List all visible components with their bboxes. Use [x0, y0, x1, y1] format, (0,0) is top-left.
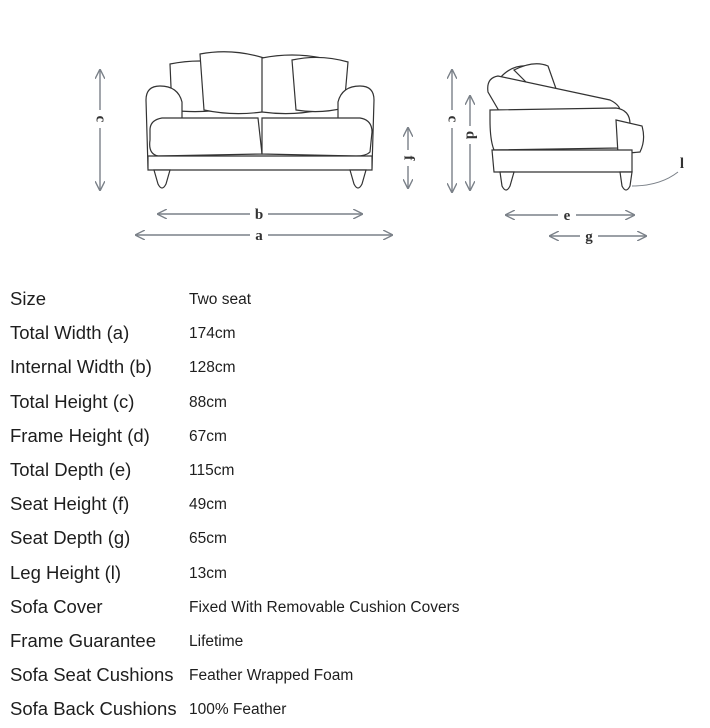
spec-value: 13cm — [189, 564, 227, 582]
spec-label: Sofa Seat Cushions — [10, 664, 174, 686]
spec-label: Seat Height (f) — [10, 493, 130, 515]
spec-row-seat-cushions — [10, 660, 700, 694]
dim-label-c-front: c — [92, 115, 109, 123]
dim-label-e: e — [563, 208, 571, 224]
spec-value: 115cm — [189, 461, 235, 479]
spec-value: Feather Wrapped Foam — [189, 667, 354, 685]
dim-label-l: l — [679, 156, 685, 172]
spec-label: Total Width (a) — [10, 322, 130, 344]
spec-row-sofa-cover — [10, 592, 700, 626]
spec-row-size — [10, 284, 700, 318]
spec-value: 100% Feather — [189, 701, 287, 719]
spec-row-total-width — [10, 318, 700, 352]
spec-table — [10, 284, 700, 728]
spec-value: Two seat — [189, 291, 252, 308]
spec-label: Sofa Cover — [10, 595, 103, 617]
spec-value: Lifetime — [189, 632, 244, 650]
spec-row-leg-height — [10, 558, 700, 592]
spec-label: Internal Width (b) — [10, 356, 152, 378]
spec-row-back-cushions — [10, 694, 700, 728]
spec-value: Fixed With Removable Cushion Covers — [189, 598, 460, 616]
dim-label-g: g — [585, 229, 593, 245]
spec-value: 67cm — [189, 427, 227, 445]
leg-height-leader — [632, 172, 678, 186]
spec-row-seat-depth — [10, 523, 700, 557]
spec-row-seat-height — [10, 489, 700, 523]
spec-label: Sofa Back Cushions — [10, 698, 177, 720]
spec-value: 88cm — [189, 393, 227, 411]
spec-row-total-height — [10, 387, 700, 421]
dim-label-d: d — [462, 130, 479, 140]
spec-label: Frame Height (d) — [10, 424, 150, 446]
spec-row-total-depth — [10, 455, 700, 489]
spec-row-frame-height — [10, 421, 700, 455]
spec-label: Seat Depth (g) — [10, 527, 131, 549]
spec-value: 49cm — [189, 496, 227, 514]
dim-label-a: a — [255, 228, 263, 244]
spec-value: 65cm — [189, 530, 227, 548]
spec-label: Leg Height (l) — [10, 561, 122, 583]
spec-label: Total Depth (e) — [10, 458, 132, 480]
dim-label-f: f — [400, 155, 417, 161]
spec-label: Frame Guarantee — [10, 629, 157, 651]
spec-label: Size — [10, 288, 46, 309]
dim-label-c-side: c — [444, 115, 461, 123]
spec-label: Total Height (c) — [10, 390, 135, 412]
sofa-front-view — [146, 52, 374, 188]
spec-value: 128cm — [189, 359, 236, 377]
spec-row-internal-width — [10, 352, 700, 386]
dim-label-b: b — [254, 207, 264, 223]
sofa-dimension-diagram — [0, 0, 710, 270]
sofa-side-view — [488, 64, 644, 190]
spec-value: 174cm — [189, 325, 236, 343]
spec-row-frame-guarantee — [10, 626, 700, 660]
